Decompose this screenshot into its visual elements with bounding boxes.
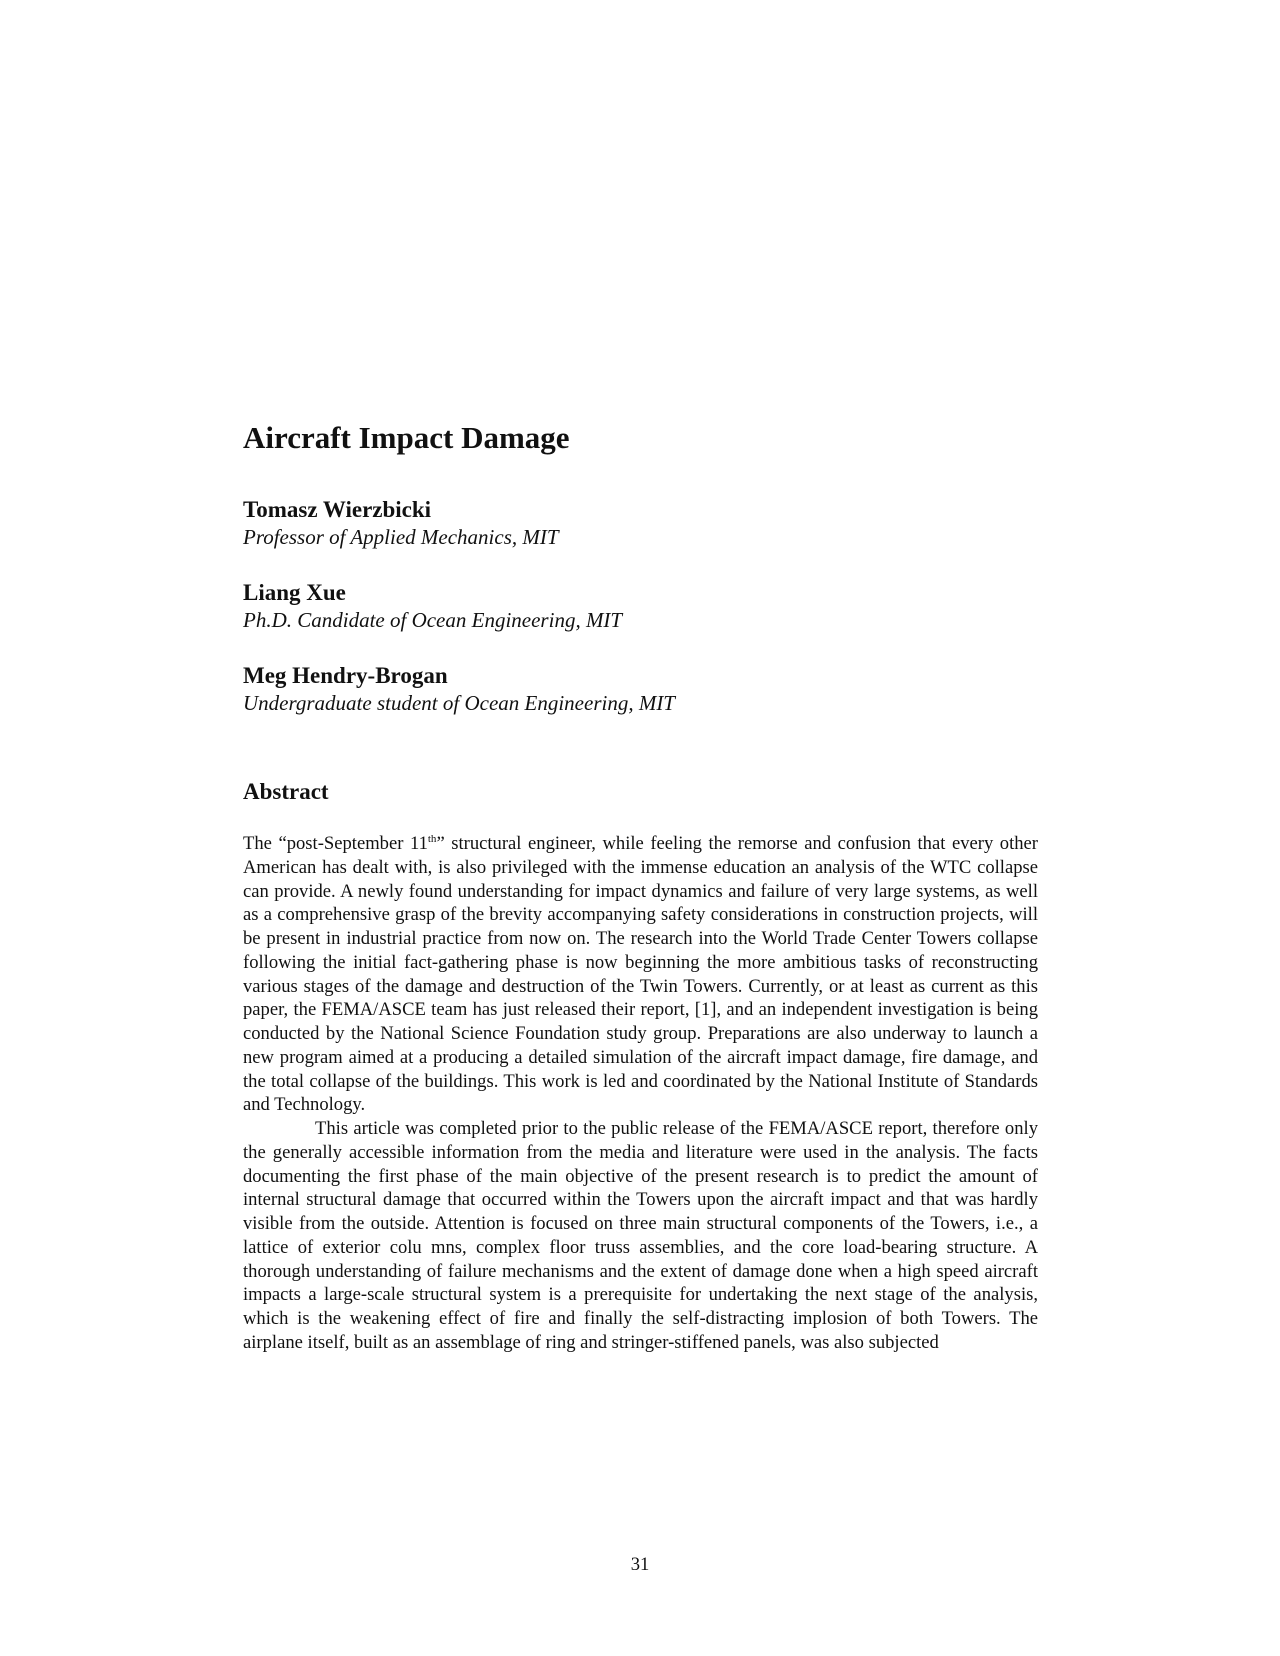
paper-content <box>243 418 1038 1355</box>
author-1 <box>243 496 1038 550</box>
author-2 <box>243 579 1038 633</box>
paper-title: Aircraft Impact Damage <box>243 420 570 455</box>
abstract-p1-rest: ” structural engineer, while feeling the remorse and confusion that every other American has dealt with, is also privileged with the immense education an analysis of the WTC collapse can provide. A newly found understanding for impact dynamics and failure of very large systems, as well as a comprehensive grasp of the brevity accompanying safety considerations in construction projects, will be present in industrial practice from now on. The research into the World Trade Center Towers collapse following the initial fact-gathering phase is now beginning the more ambitious tasks of reconstructing various stages of the damage and destruction of the Twin Towers. Currently, or at least as current as this paper, the FEMA/ASCE team has just released their report, [1], and an independent investigation is being conducted by the National Science Foundation study group. Preparations are also underway to launch a new program aimed at a producing a detailed simulation of the aircraft impact damage, fire damage, and the total collapse of the buildings. This work is led and coordinated by the National Institute of Standards and Technology. <box>243 833 1038 1116</box>
author-affiliation: Undergraduate student of Ocean Engineering, MIT <box>243 691 675 715</box>
ordinal-superscript: th <box>427 832 437 845</box>
author-affiliation: Professor of Applied Mechanics, MIT <box>243 525 559 549</box>
abstract-p1-prefix: The “post-September 11 <box>243 833 428 854</box>
author-affiliation: Ph.D. Candidate of Ocean Engineering, MIT <box>243 608 623 632</box>
author-name: Liang Xue <box>243 580 346 605</box>
author-name: Tomasz Wierzbicki <box>243 497 432 522</box>
page-number: 31 <box>630 1554 650 1575</box>
author-3 <box>243 662 1038 716</box>
abstract-paragraph-2: This article was completed prior to the public release of the FEMA/ASCE report, therefore only the generally accessible information from the media and literature were used in the analysis. The facts documenting the first phase of the main objective of the present research is to predict the amount of internal structural damage that occurred within the Towers upon the aircraft impact and that was hardly visible from the outside. Attention is focused on three main structural components of the Towers, i.e., a lattice of exterior colu mns, complex floor truss assemblies, and the core load-bearing structure. A thorough understanding of failure mechanisms and the extent of damage done when a high speed aircraft impacts a large-scale structural system is a prerequisite for undertaking the next stage of the analysis, which is the weakening effect of fire and finally the self-distracting implosion of both Towers. The airplane itself, built as an assemblage of ring and stringer-stiffened panels, was also subjected <box>243 1118 1038 1353</box>
abstract-paragraph-1 <box>243 832 1038 1117</box>
abstract-heading: Abstract <box>243 779 329 804</box>
author-name: Meg Hendry-Brogan <box>243 663 448 688</box>
